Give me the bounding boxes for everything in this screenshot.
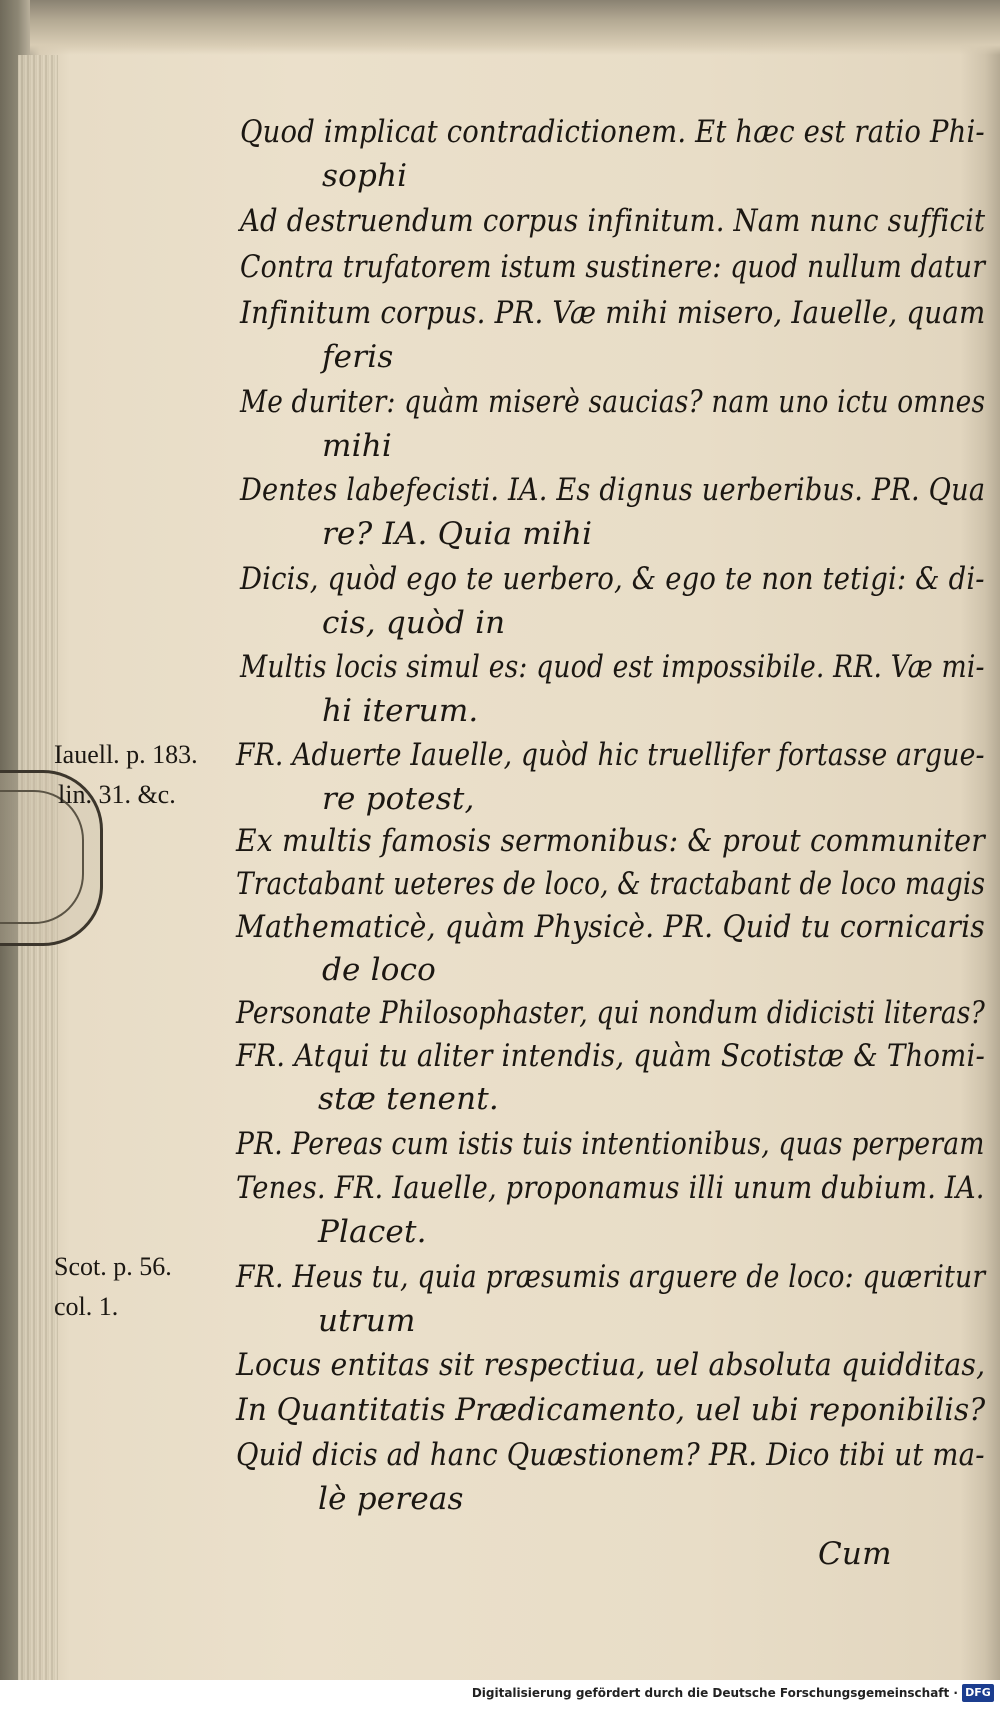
text-line: FR. Atqui tu aliter intendis, quàm Scotistæ & Thomi- xyxy=(236,1038,985,1074)
text-line: FR. Heus tu, quia præsumis arguere de loco: quæritur xyxy=(236,1259,986,1295)
text-line: sophi xyxy=(322,158,408,194)
text-line: hi iterum. xyxy=(322,693,479,729)
margin-note: Iauell. p. 183. xyxy=(54,740,198,769)
catchword: Cum xyxy=(818,1536,892,1572)
text-line: feris xyxy=(322,339,394,375)
text-line: stæ tenent. xyxy=(318,1081,499,1117)
text-line: Placet. xyxy=(318,1214,427,1250)
text-line: Personate Philosophaster, qui nondum didicisti literas? xyxy=(236,995,985,1031)
text-line: Ad destruendum corpus infinitum. Nam nunc sufficit xyxy=(240,203,986,239)
book-top-edge xyxy=(30,0,1000,55)
text-line: In Quantitatis Prædicamento, uel ubi reponibilis? xyxy=(236,1392,986,1428)
margin-note: Scot. p. 56. xyxy=(54,1252,172,1281)
text-line: Infinitum corpus. PR. Væ mihi misero, Iauelle, quam xyxy=(240,295,986,331)
text-line: Tractabant ueteres de loco, & tractabant de loco magis xyxy=(236,866,986,902)
text-line: utrum xyxy=(318,1303,416,1339)
text-line: mihi xyxy=(322,428,392,464)
text-line: lè pereas xyxy=(318,1481,464,1517)
text-line: Locus entitas sit respectiua, uel absoluta quidditas, xyxy=(236,1347,986,1383)
margin-note: lin. 31. &c. xyxy=(58,780,176,809)
text-line: Quid dicis ad hanc Quæstionem? PR. Dico tibi ut ma- xyxy=(236,1437,985,1473)
text-line: de loco xyxy=(322,952,437,988)
footer-bar xyxy=(0,1680,1000,1709)
text-line: Quod implicat contradictionem. Et hæc est ratio Phi- xyxy=(240,114,985,150)
text-line: re potest, xyxy=(322,781,475,817)
margin-note: col. 1. xyxy=(54,1292,119,1321)
text-line: Tenes. FR. Iauelle, proponamus illi unum dubium. IA. xyxy=(236,1170,985,1206)
text-line: Dentes labefecisti. IA. Es dignus uerberibus. PR. Qua xyxy=(240,472,986,508)
text-line: FR. Aduerte Iauelle, quòd hic truellifer fortasse argue- xyxy=(236,737,985,773)
bookmark-clip-inner xyxy=(0,790,84,924)
footer-credit: Digitalisierung gefördert durch die Deutsche Forschungsgemeinschaft · xyxy=(471,1686,958,1700)
text-line: Me duriter: quàm miserè saucias? nam uno ictu omnes xyxy=(240,384,986,420)
text-line: Mathematicè, quàm Physicè. PR. Quid tu cornicaris xyxy=(236,909,985,945)
text-line: Dicis, quòd ego te uerbero, & ego te non tetigi: & di- xyxy=(240,561,985,597)
text-line: re? IA. Quia mihi xyxy=(322,516,593,552)
dfg-logo-icon: DFG xyxy=(962,1684,994,1702)
text-line: Ex multis famosis sermonibus: & prout communiter xyxy=(236,823,985,859)
text-line: PR. Pereas cum istis tuis intentionibus, quas perperam xyxy=(236,1126,985,1162)
text-line: cis, quòd in xyxy=(322,605,506,641)
text-line: Multis locis simul es: quod est impossibile. RR. Væ mi- xyxy=(240,649,985,685)
text-line: Contra trufatorem istum sustinere: quod nullum datur xyxy=(240,249,986,285)
